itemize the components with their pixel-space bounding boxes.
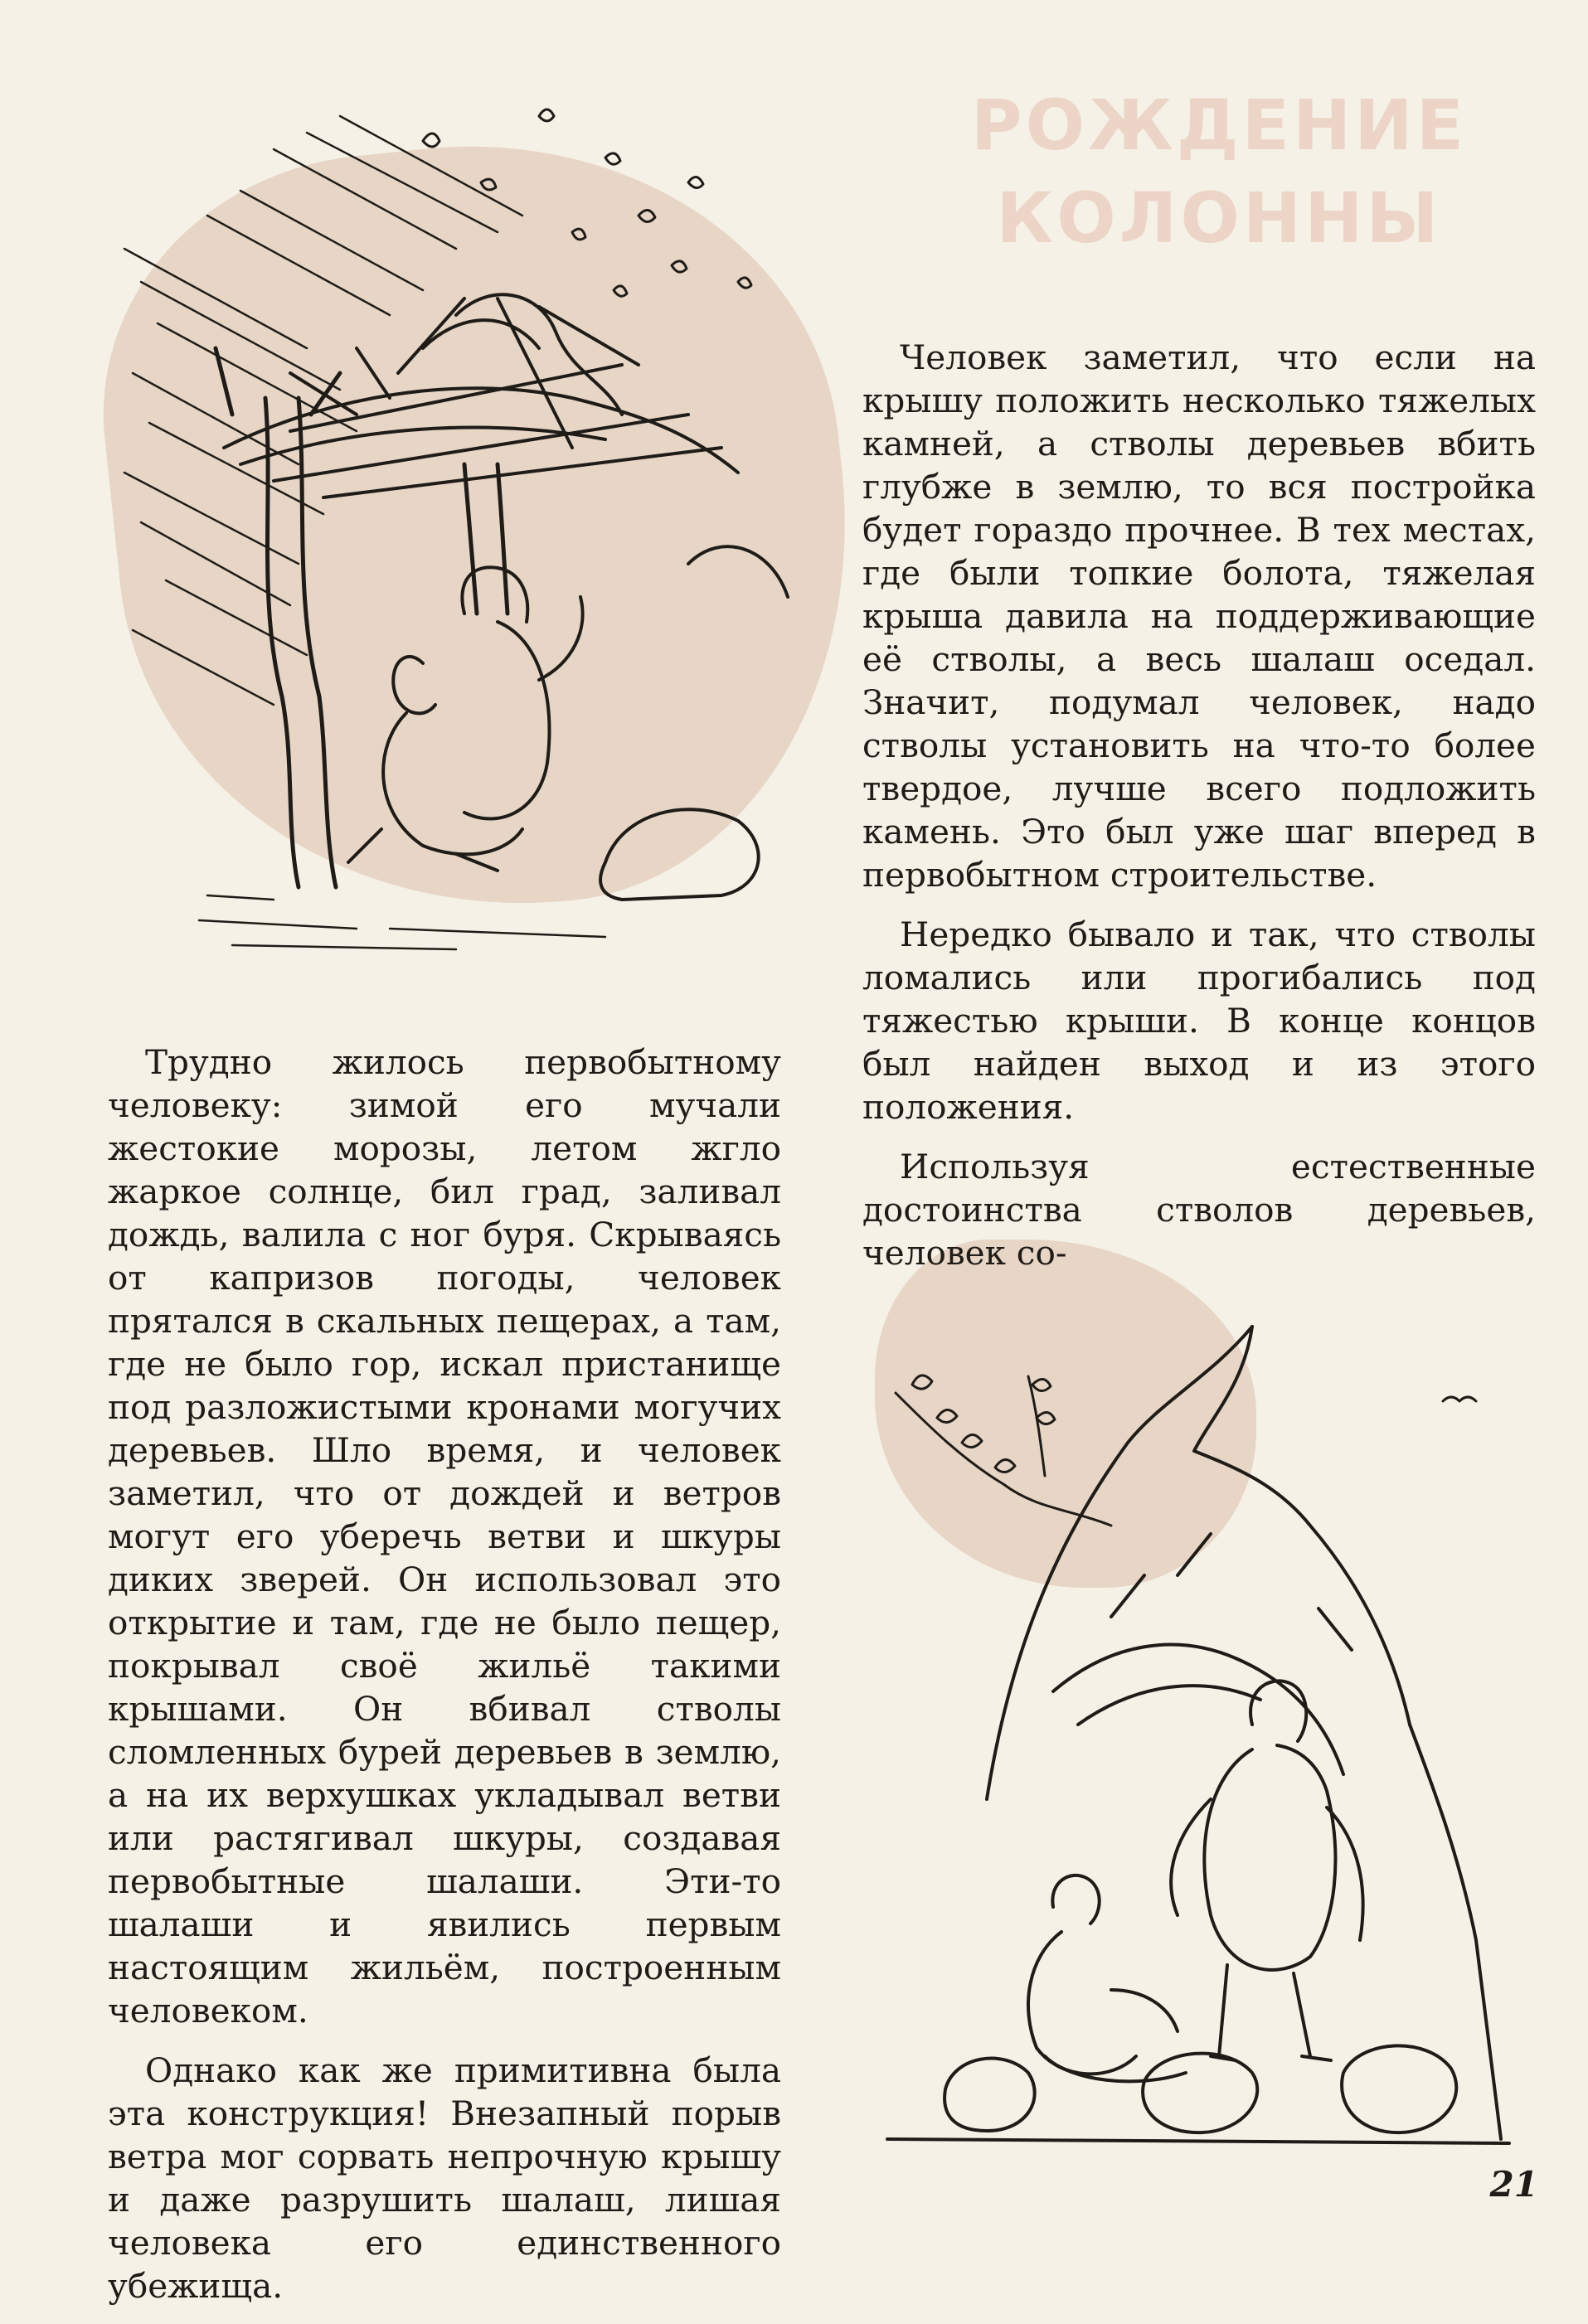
ground-strokes (199, 895, 605, 949)
cave-dwellers-illustration (862, 1260, 1526, 2156)
storm-shelter-illustration (108, 99, 854, 953)
cave-rock-outline (987, 1327, 1501, 2139)
chapter-heading (962, 79, 1476, 264)
left-paragraph-2: Однако как же примитивна была эта конструкция! Внезапный порыв ветра мог сорвать непрочную крышу и даже разрушить шалаш, лишая человека его единственного убежища. (108, 2050, 781, 2306)
bird (1443, 1397, 1476, 1401)
right-paragraph-1: Человек заметил, что если на крышу положить несколько тяжелых камней, а стволы деревьев вбить глубже в землю, то вся постройка будет гораздо прочнее. В тех местах, где были топкие болота, тяжелая крыша давила на поддерживающие её стволы, а весь шалаш оседал. Значит, подумал человек, надо стволы установить на что-то более твердое, лучше всего подложить камень. Это был уже шаг вперед в первобытном строительстве. (862, 337, 1536, 895)
seated-figure (1028, 1875, 1186, 2081)
left-text-column (108, 1041, 781, 2324)
rocks (600, 546, 788, 900)
boulders (887, 2045, 1509, 2143)
right-paragraph-3: Используя естественные достоинства стволов деревьев, человек со- (862, 1147, 1536, 1273)
chapter-heading-line-2: КОЛОННЫ (996, 177, 1442, 259)
standing-caveman (1171, 1681, 1362, 2060)
right-text-column (862, 336, 1536, 1291)
right-paragraph-2: Нередко бывало и так, что стволы ломались или прогибались под тяжестью крыши. В конце концов был найден выход и из этого положения. (862, 915, 1536, 1127)
sheltering-figures (348, 567, 583, 871)
vine-branch (896, 1375, 1111, 1526)
chapter-heading-line-1: РОЖДЕНИЕ (971, 85, 1467, 166)
left-paragraph-1: Трудно жилось первобытному человеку: зимой его мучали жестокие морозы, летом жгло жаркое солнце, бил град, заливал дождь, валила с ног буря. Скрываясь от капризов погоды, человек прятался в скальных пещерах, а там, где не было гор, искал пристанище под разложистыми кронами могучих деревьев. Шло время, и человек заметил, что от дождей и ветров могут его уберечь ветви и шкуры диких зверей. Он использовал это открытие и там, где не было пещер, покрывал своё жильё такими крышами. Он вбивал стволы сломленных бурей деревьев в землю, а на их верхушках укладывал ветви или растягивал шкуры, создавая первобытные шалаши. Эти-то шалаши и явились первым настоящим жильём, построенным человеком. (108, 1042, 781, 2030)
flying-leaves (423, 109, 751, 296)
page-number: 21 (1489, 2164, 1538, 2205)
